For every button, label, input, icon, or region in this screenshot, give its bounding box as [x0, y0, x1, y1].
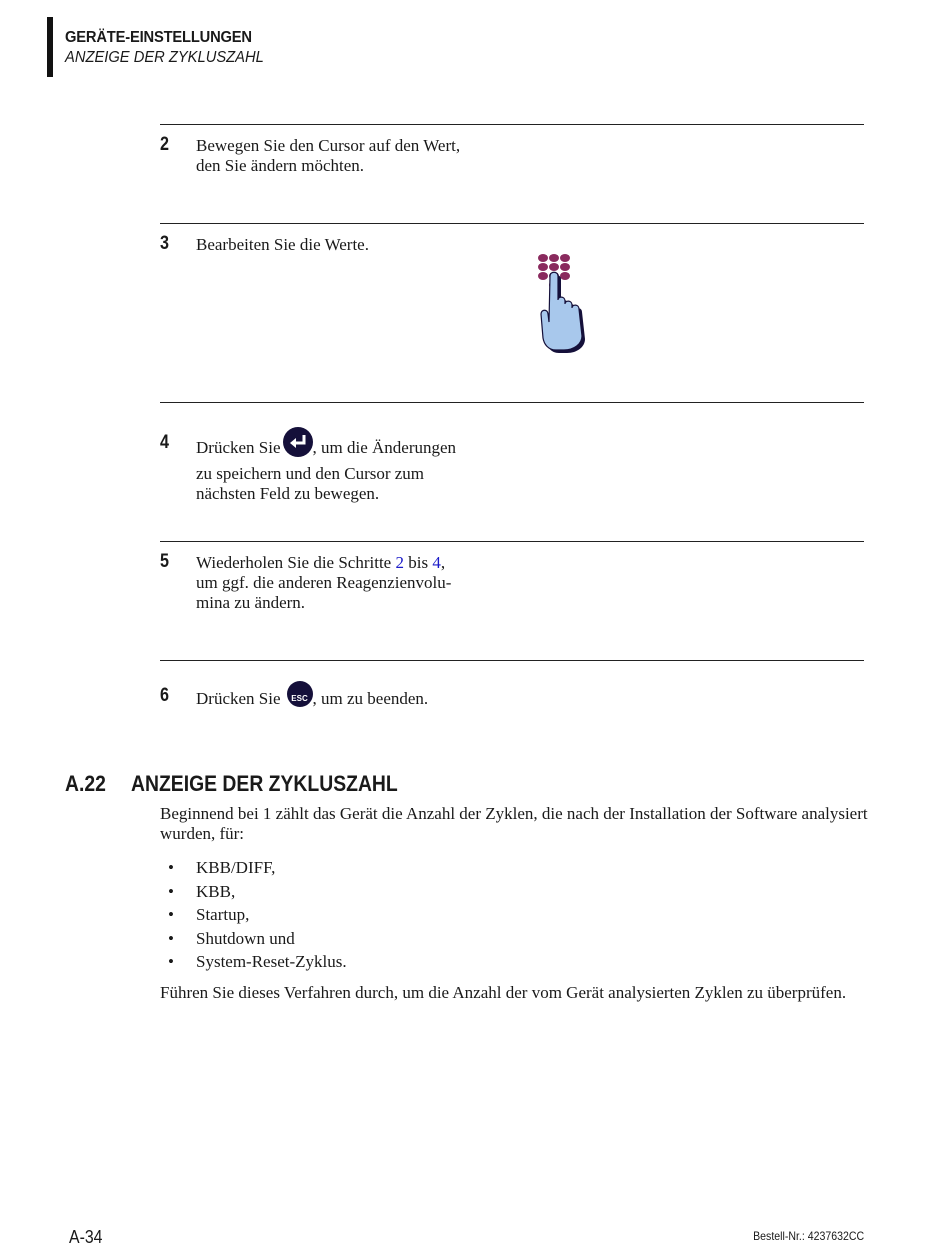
step-line: den Sie ändern möchten.: [196, 156, 365, 175]
header-title: GERÄTE-EINSTELLUNGEN: [65, 29, 252, 46]
list-item: • Startup,: [168, 905, 250, 924]
list-item: • Shutdown und: [168, 928, 295, 948]
step-line: Drücken Sie ESC , um zu beenden.: [196, 687, 428, 713]
step-line: mina zu ändern.: [196, 593, 306, 612]
list-item: • KBB/DIFF,: [168, 858, 276, 877]
section-title: ANZEIGE DER ZYKLUSZAHL: [131, 771, 398, 796]
section-intro: Beginnend bei 1 zählt das Gerät die Anzahl der Zyklen, die nach der Installation der Software analysiert wurden, für:: [160, 804, 868, 843]
step-line: Wiederholen Sie die Schritte 2 bis 4,: [196, 553, 446, 572]
enter-key-icon: [283, 427, 313, 457]
bullet-list: [160, 856, 347, 974]
step-text: [196, 235, 369, 255]
esc-key-icon: ESC: [287, 681, 313, 707]
step-line: Drücken Sie , um die Änderungen: [196, 434, 456, 464]
step-text: [196, 687, 428, 713]
step-divider: [160, 124, 864, 125]
step-text: [196, 434, 456, 504]
step-text: [196, 553, 451, 613]
step-divider: [160, 223, 864, 224]
section-number: A.22: [65, 771, 106, 796]
list-item: • KBB,: [168, 881, 236, 901]
step-number: 2: [160, 134, 169, 155]
step-line: um ggf. die anderen Reagenzienvolu-: [196, 573, 452, 592]
header-bar: [47, 17, 53, 77]
step-line: zu speichern und den Cursor zum: [196, 464, 425, 483]
numeric-keypad-hand-icon: [534, 252, 590, 356]
list-item: • System-Reset-Zyklus.: [168, 952, 347, 971]
step-number: 3: [160, 233, 169, 254]
step-link[interactable]: 4: [432, 553, 441, 572]
step-line: Bewegen Sie den Cursor auf den Wert,: [196, 136, 461, 155]
section-closing: Führen Sie dieses Verfahren durch, um die Anzahl der vom Gerät analysierten Zyklen zu überprüfen.: [160, 983, 847, 1002]
step-number: 4: [160, 432, 169, 453]
step-divider: [160, 402, 864, 403]
step-line: nächsten Feld zu bewegen.: [196, 484, 380, 503]
order-number: Bestell-Nr.: 4237632CC: [753, 1229, 864, 1243]
step-divider: [160, 660, 864, 661]
page-number: A-34: [69, 1227, 103, 1247]
step-link[interactable]: 2: [395, 553, 404, 572]
step-text: [196, 136, 460, 176]
step-number: 5: [160, 551, 169, 572]
header-subtitle: ANZEIGE DER ZYKLUSZAHL: [65, 49, 264, 66]
step-number: 6: [160, 685, 169, 706]
step-divider: [160, 541, 864, 542]
step-line: Bearbeiten Sie die Werte.: [196, 235, 369, 254]
